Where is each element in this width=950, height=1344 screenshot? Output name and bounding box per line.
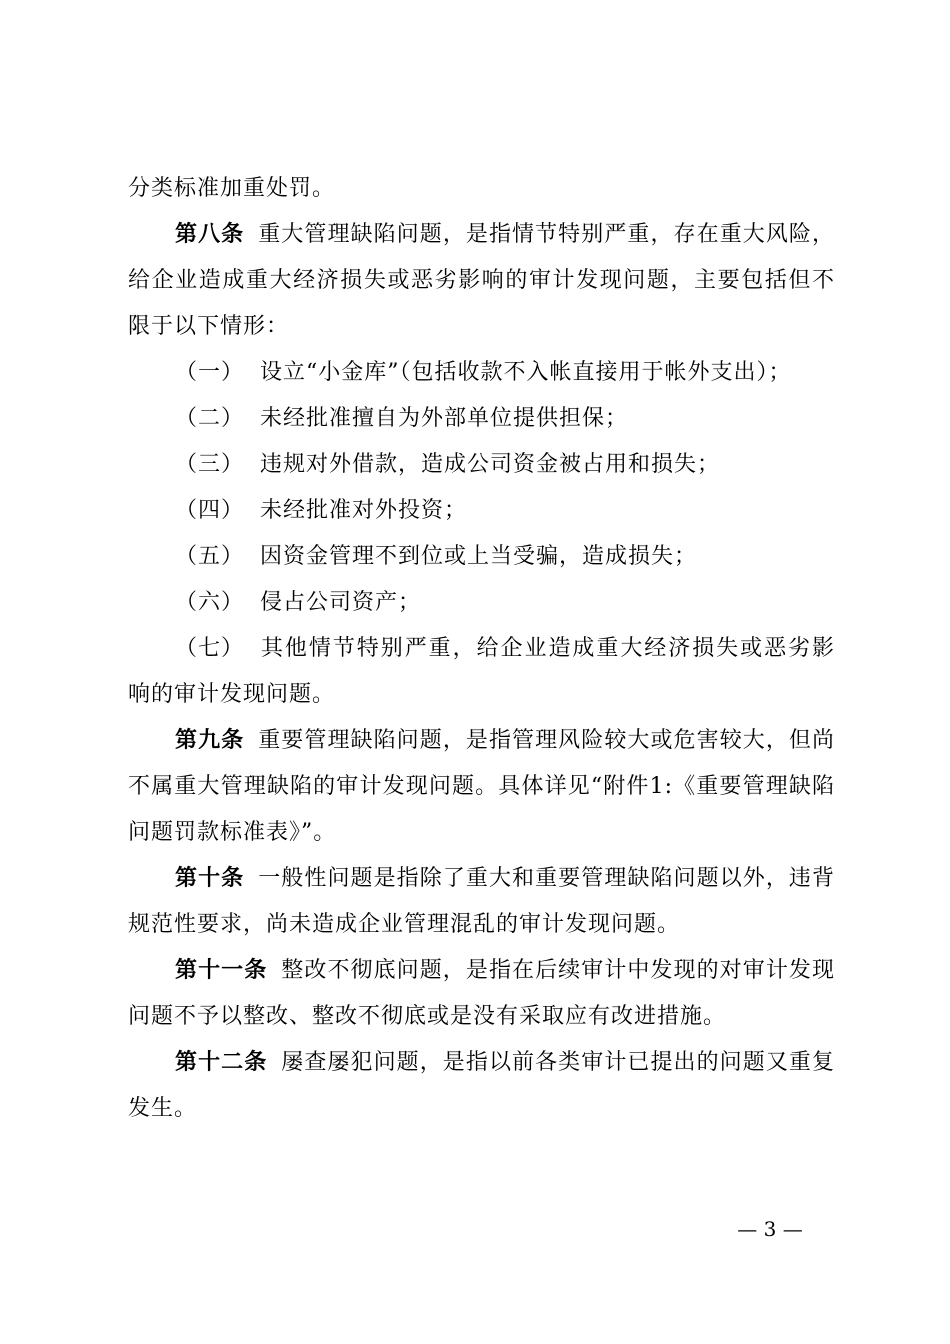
list-item-label: （六）: [175, 590, 245, 615]
list-item: [128, 580, 835, 626]
list-item-text: 违规对外借款，造成公司资金被占用和损失；: [260, 452, 721, 477]
article-12: [128, 1040, 835, 1132]
article-10-text: 一般性问题是指除了重大和重要管理缺陷问题以外，违背规范性要求，尚未造成企业管理混乱的审计发现问题。: [128, 866, 835, 937]
list-item: [128, 626, 835, 718]
list-item-label: （三）: [175, 452, 245, 477]
article-9-text: 重要管理缺陷问题，是指管理风险较大或危害较大，但尚不属重大管理缺陷的审计发现问题。具体详见“附件1:《重要管理缺陷问题罚款标准表》”。: [128, 728, 835, 845]
list-item: [128, 442, 835, 488]
article-12-heading: 第十二条: [175, 1050, 268, 1075]
list-item-label: （七）: [175, 636, 245, 661]
list-item-text: 设立“小金库”（包括收款不入帐直接用于帐外支出）；: [260, 360, 792, 385]
continuation-paragraph: 分类标准加重处罚。: [128, 176, 336, 201]
article-8-text: 重大管理缺陷问题，是指情节特别严重，存在重大风险，给企业造成重大经济损失或恶劣影响的审计发现问题，主要包括但不限于以下情形：: [128, 222, 835, 339]
list-item-text: 侵占公司资产；: [260, 590, 422, 615]
article-10-heading: 第十条: [175, 866, 245, 891]
list-item: [128, 534, 835, 580]
article-8: [128, 212, 835, 350]
list-item-label: （五）: [175, 544, 245, 569]
article-9: [128, 718, 835, 856]
article-8-heading: 第八条: [175, 222, 245, 247]
article-12-text: 屡查屡犯问题，是指以前各类审计已提出的问题又重复发生。: [128, 1050, 835, 1121]
list-item-text: 未经批准擅自为外部单位提供担保；: [260, 406, 629, 431]
article-10: [128, 856, 835, 948]
article-11-heading: 第十一条: [175, 958, 268, 983]
list-item-text: 其他情节特别严重，给企业造成重大经济损失或恶劣影响的审计发现问题。: [128, 636, 835, 707]
article-11-text: 整改不彻底问题，是指在后续审计中发现的对审计发现问题不予以整改、整改不彻底或是没有采取应有改进措施。: [128, 958, 835, 1029]
list-item-text: 因资金管理不到位或上当受骗，造成损失；: [260, 544, 698, 569]
article-11: [128, 948, 835, 1040]
list-item-label: （四）: [175, 498, 245, 523]
list-item-label: （一）: [175, 360, 245, 385]
document-body: [128, 166, 835, 1132]
article-9-heading: 第九条: [175, 728, 245, 753]
page-number: — 3 —: [737, 1217, 803, 1241]
list-item: [128, 488, 835, 534]
list-item-text: 未经批准对外投资；: [260, 498, 468, 523]
list-item: [128, 350, 835, 396]
list-item-label: （二）: [175, 406, 245, 431]
list-item: [128, 396, 835, 442]
